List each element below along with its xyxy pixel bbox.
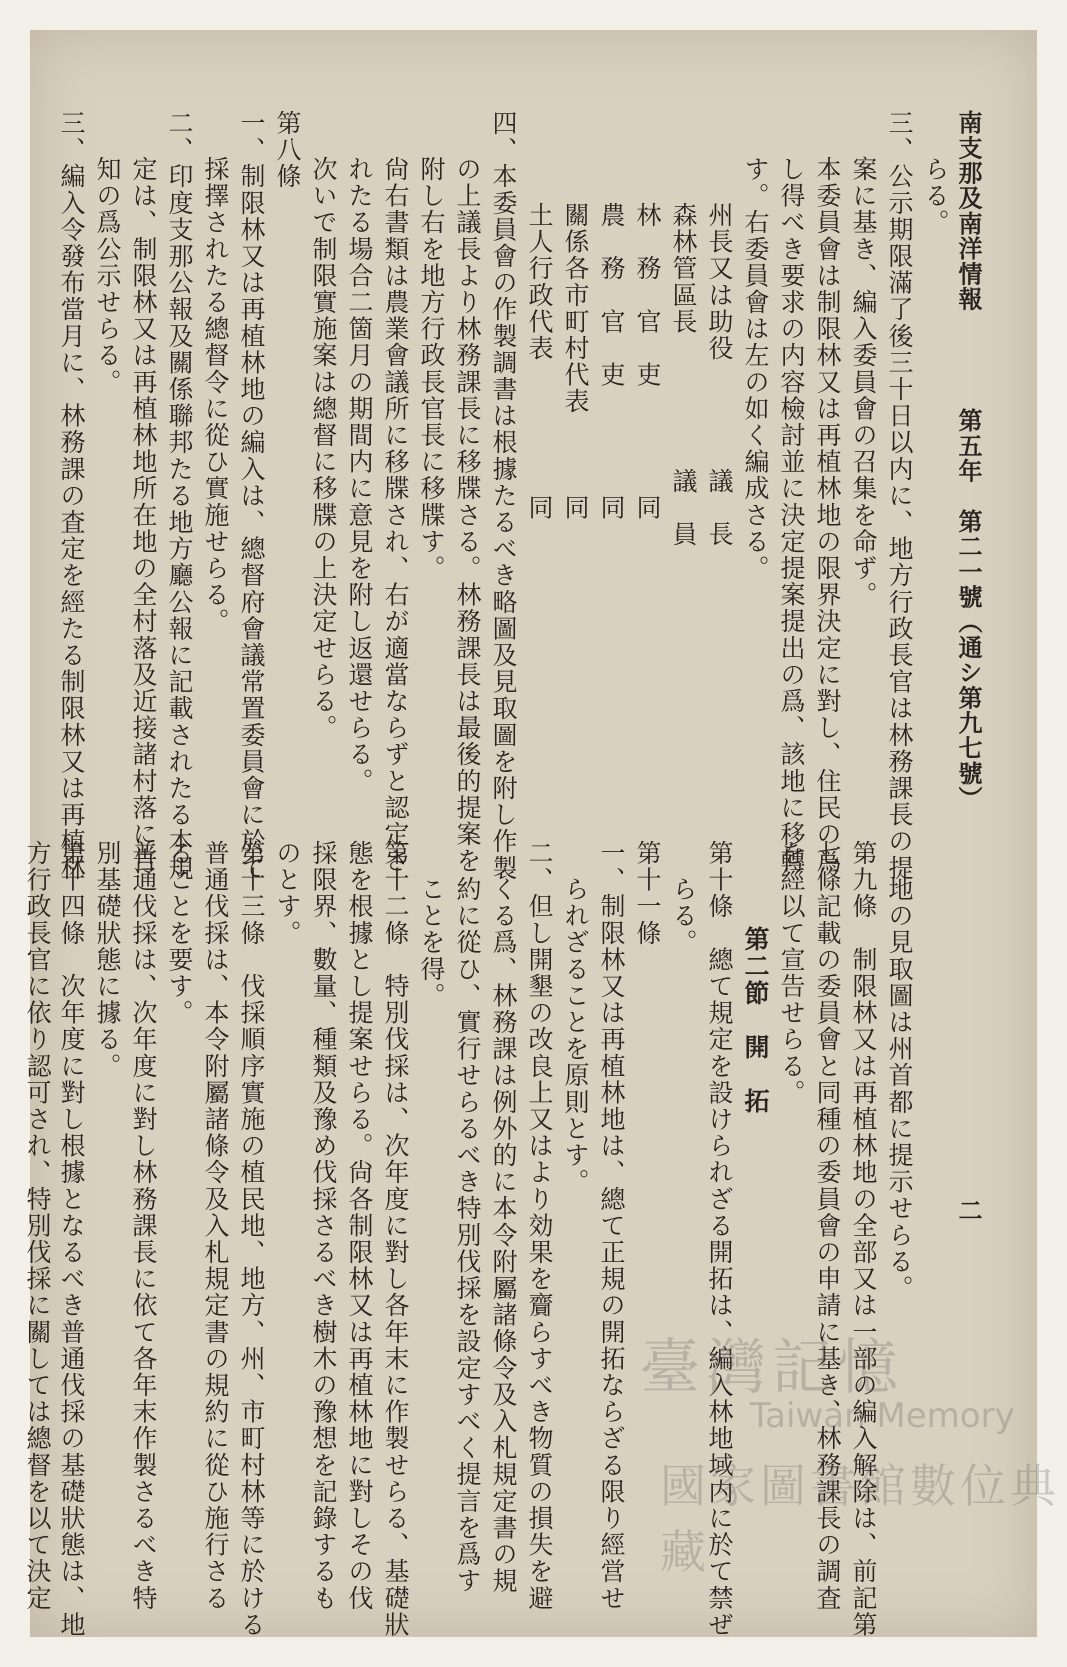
text-line: 普通伐採は、次年度に對し林務課長に依て各年末作製さるべき特 (129, 840, 158, 1612)
text-line: らる。 (669, 876, 698, 956)
text-line: 方行政長官に依り認可され、特別伐採に關しては總督を以て決定 (23, 840, 52, 1612)
volume-issue: 第五年 第二一號（通シ第九七號） (954, 408, 983, 812)
committee-row: 關係各市町村代表 同 (561, 202, 590, 522)
text-line: 二、印度支那公報及關係聯邦たる地方廳公報に記載されたる本規 (165, 110, 194, 882)
text-line: し得べき要求の内容檢討並に決定提案提出の爲、該地に移轉 (777, 156, 806, 875)
text-line: 定は、制限林又は再植林地所在地の全村落及近接諸村落に告 (129, 156, 158, 875)
text-line: 第九條 制限林又は再植林地の全部又は一部の編入解除は、前記第 (849, 840, 878, 1638)
committee-row: 土人行政代表 同 (525, 202, 554, 522)
text-line: のとす。 (273, 840, 302, 947)
committee-row: 森林管區長 議 員 (669, 202, 698, 548)
text-line: 本委員會は制限林又は再植林地の限界決定に對し、住民の爲 (813, 156, 842, 875)
text-line: 次いで制限實施案は總督に移牒の上決定せらる。 (309, 156, 338, 742)
watermark-english: Taiwan Memory (750, 1396, 1015, 1436)
text-line: 採擇されたる總督令に從ひ實施せらる。 (201, 156, 230, 635)
committee-row: 林 務 官 吏 同 (633, 202, 662, 522)
page-number: 二 (954, 1198, 983, 1224)
text-line: 尙右書類は農業會議所に移牒され、右が適當ならずと認定さ (381, 156, 410, 875)
text-line: 二、但し開墾の改良上又はより効果を齎らすべき物質の損失を避 (525, 840, 554, 1612)
scanned-page (23, 30, 1037, 1638)
journal-title: 南支那及南洋情報 (954, 110, 983, 312)
text-line: 知の爲公示せらる。 (93, 156, 122, 396)
text-line: 四、本委員會の作製調書は根據たるべき略圖及見取圖を附し作製 (489, 110, 518, 882)
watermark-library: 國家圖書館數位典藏 (660, 1459, 1060, 1579)
text-line: 別基礎狀態に據る。 (93, 840, 122, 1080)
text-line: 第十二條 特別伐採は、次年度に對し各年末に作製せらる、基礎狀 (381, 840, 410, 1638)
watermark-logo-text: 臺灣記憶 (640, 1333, 904, 1403)
text-line: ことを得。 (417, 876, 446, 1009)
text-line: を經以て宣告せらる。 (777, 840, 806, 1106)
text-line: らる。 (921, 156, 950, 236)
section-heading: 第二節 開 拓 (741, 926, 770, 1115)
text-line: 普通伐採は、本令附屬諸條令及入札規定書の規約に從ひ施行さる (201, 840, 230, 1612)
text-line: 附し右を地方行政長官長に移牒す。 (417, 156, 446, 582)
text-line: 三、公示期限滿了後三十日以内に、地方行政長官は林務課長の提 (885, 110, 914, 882)
text-line: 三、編入令發布當月に、林務課の査定を經たる制限林又は再植林 (57, 110, 86, 882)
text-line: くる爲、林務課は例外的に本令附屬諸條令及入札規定書の規 (489, 876, 518, 1595)
text-line: られざることを原則とす。 (561, 876, 590, 1196)
text-line: す。右委員會は左の如く編成さる。 (741, 156, 770, 582)
text-line: ることを要す。 (165, 840, 194, 1027)
text-line: 第十條 總て規定を設けられざる開拓は、編入林地域内に於て禁ぜ (705, 840, 734, 1638)
text-line: 第十三條 伐採順序實施の植民地、地方、州、市町村林等に於ける (237, 840, 266, 1638)
text-line: 態を根據とし提案せらる。尙各制限林又は再植林地に對しその伐 (345, 840, 374, 1612)
text-line: 約に從ひ、實行せらるべき特別伐採を設定すべく提言を爲す (453, 876, 482, 1595)
text-line: 七條記載の委員會と同種の委員會の申請に基き、林務課長の調査 (813, 840, 842, 1612)
committee-row: 州長又は助役 議 長 (705, 202, 734, 548)
text-line: 地の見取圖は州首都に提示せらる。 (885, 876, 914, 1302)
text-line: 一、制限林又は再植林地は、總て正規の開拓ならざる限り經営せ (597, 840, 626, 1612)
text-line: 案に基き、編入委員會の召集を命ず。 (849, 156, 878, 609)
article-heading: 第八條 (273, 110, 302, 190)
text-line: 第十四條 次年度に對し根據となるべき普通伐採の基礎狀態は、地 (57, 840, 86, 1638)
committee-row: 農 務 官 吏 同 (597, 202, 626, 522)
article-heading: 第十一條 (633, 840, 662, 947)
text-line: 一、制限林又は再植林地の編入は、總督府會議常置委員會に於て (237, 110, 266, 882)
text-line: れたる場合二箇月の期間内に意見を附し返還せらる。 (345, 156, 374, 795)
text-line: の上議長より林務課長に移牒さる。林務課長は最後的提案を (453, 156, 482, 875)
text-line: 採限界、數量、種類及豫め伐採さるべき樹木の豫想を記錄するも (309, 840, 338, 1612)
